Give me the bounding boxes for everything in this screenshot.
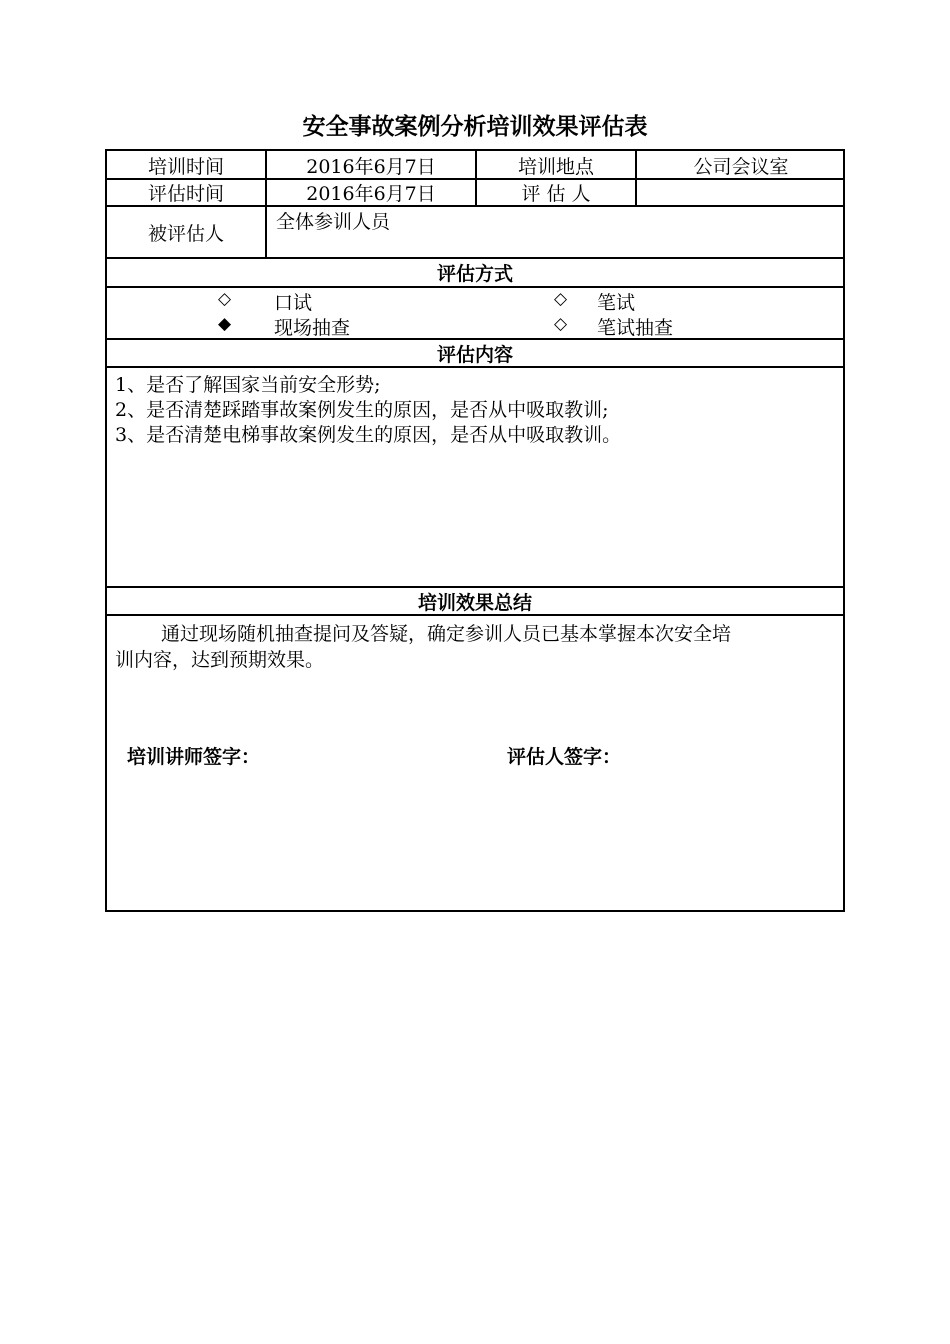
eval-time-label: 评估时间 (147, 183, 224, 205)
option-written-label: 笔试 (597, 292, 636, 314)
form-title: 安全事故案例分析培训效果评估表 (302, 114, 648, 140)
content-line: 2、是否清楚踩踏事故案例发生的原因，是否从中吸取教训; (115, 399, 609, 421)
train-time-value: 2016年6月7日 (306, 156, 436, 178)
evaluator-signature-label: 评估人签字： (507, 746, 622, 768)
trainer-signature-label: 培训讲师签字： (127, 746, 261, 768)
summary-line: 通过现场随机抽查提问及答疑，确定参训人员已基本掌握本次安全培 (161, 623, 732, 645)
method-heading: 评估方式 (436, 263, 513, 285)
option-written-check-label: 笔试抽查 (597, 317, 674, 339)
train-place-value: 公司会议室 (693, 156, 789, 178)
option-oral-label: 口试 (274, 292, 313, 314)
train-place-label: 培训地点 (517, 156, 594, 178)
content-line: 3、是否清楚电梯事故案例发生的原因，是否从中吸取教训。 (115, 424, 622, 446)
row-divider (107, 286, 843, 288)
evaluation-form (105, 149, 845, 912)
content-heading: 评估内容 (436, 344, 513, 366)
summary-line: 训内容，达到预期效果。 (115, 649, 325, 671)
diamond-empty-icon: ◇ (554, 289, 568, 309)
eval-time-value: 2016年6月7日 (306, 183, 436, 205)
diamond-empty-icon: ◇ (554, 314, 568, 334)
option-onsite-check-label: 现场抽查 (274, 317, 351, 339)
content-line: 1、是否了解国家当前安全形势; (115, 374, 381, 396)
diamond-empty-icon: ◇ (218, 289, 232, 309)
evaluatee-label: 被评估人 (147, 223, 224, 245)
summary-heading: 培训效果总结 (417, 592, 532, 614)
evaluator-label: 评 估 人 (521, 183, 591, 205)
diamond-filled-icon: ◆ (218, 314, 232, 334)
evaluatee-value: 全体参训人员 (276, 211, 391, 233)
train-time-label: 培训时间 (147, 156, 224, 178)
